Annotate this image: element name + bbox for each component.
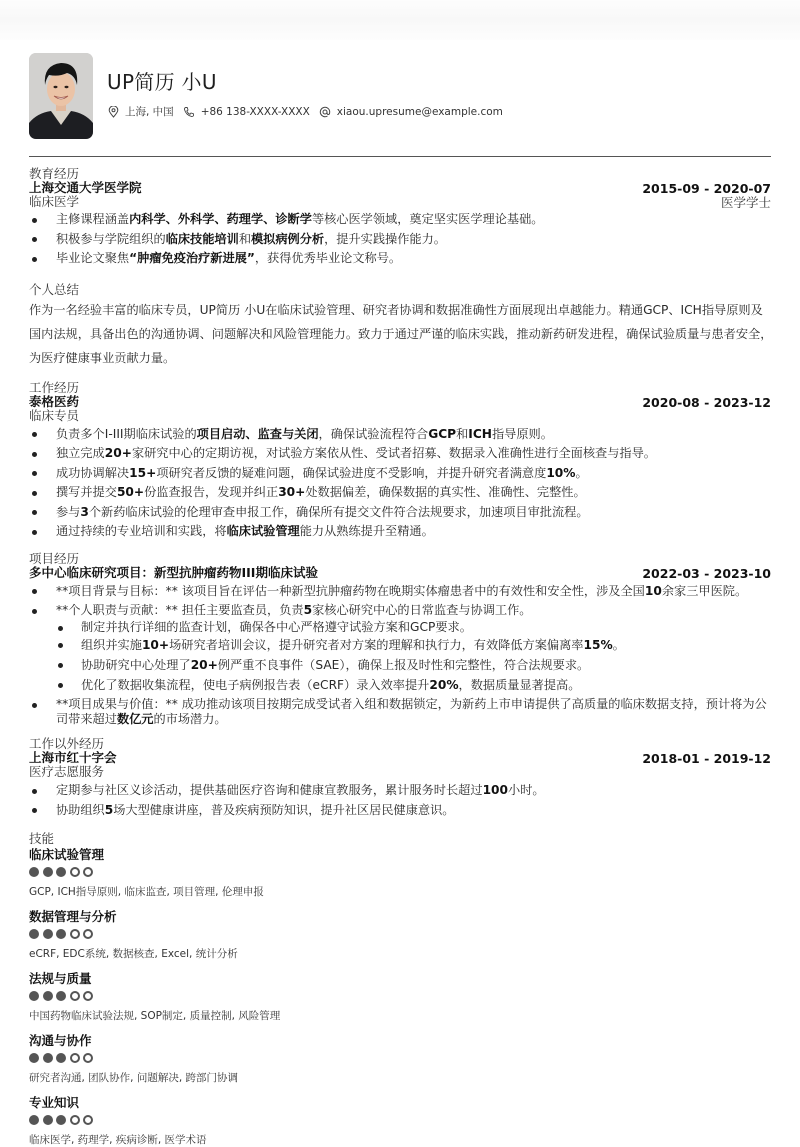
emphasis-text: 15+	[129, 465, 157, 480]
skill-item	[29, 846, 771, 899]
empty-dot-icon	[70, 1053, 80, 1063]
empty-dot-icon	[70, 991, 80, 1001]
skill-item	[29, 1032, 771, 1085]
filled-dot-icon	[56, 929, 66, 939]
skill-keywords: eCRF, EDC系统, 数据核查, Excel, 统计分析	[29, 948, 238, 960]
organization-name: 上海市红十字会	[29, 750, 117, 765]
volunteer-entry-head	[29, 751, 771, 779]
skill-level-rating	[29, 1053, 771, 1064]
project-entry-head	[29, 566, 771, 581]
skill-name: 沟通与协作	[29, 1033, 92, 1048]
empty-dot-icon	[83, 991, 93, 1001]
filled-dot-icon	[29, 867, 39, 877]
emphasis-text: 10	[644, 583, 662, 598]
skill-name: 数据管理与分析	[29, 909, 117, 924]
section-summary	[29, 283, 771, 370]
emphasis-text: 20%	[429, 678, 459, 692]
filled-dot-icon	[29, 991, 39, 1001]
skill-level-rating	[29, 1115, 771, 1126]
empty-dot-icon	[70, 1115, 80, 1125]
empty-dot-icon	[83, 929, 93, 939]
skill-name: 法规与质量	[29, 971, 92, 986]
list-item: **项目背景与目标：** 该项目旨在评估一种新型抗肿瘤药物在晚期实体瘤患者中的有效性和安全性，涉及全国10余家三甲医院。	[29, 582, 771, 602]
section-title: 工作经历	[29, 379, 80, 395]
work-date: 2020-08 - 2023-12	[642, 394, 771, 410]
avatar-photo-icon	[29, 53, 93, 139]
emphasis-text: 模拟病例分析	[251, 231, 325, 246]
sub-list-item: 制定并执行详细的监查计划，确保各中心严格遵守试验方案和GCP要求。	[29, 620, 771, 635]
section-title: 个人总结	[29, 281, 80, 297]
school-name: 上海交通大学医学院	[29, 180, 142, 195]
empty-dot-icon	[83, 1053, 93, 1063]
contact-phone[interactable]	[183, 106, 310, 118]
filled-dot-icon	[56, 991, 66, 1001]
contact-row	[107, 104, 512, 119]
list-item: **项目成果与价值：** 成功推动该项目按期完成受试者入组和数据锁定，为新药上市申请提供了高质量的临床数据支持，预计将为公司带来超过数亿元的市场潜力。	[29, 697, 771, 727]
skill-level-rating	[29, 991, 771, 1002]
sub-list-item: 优化了数据收集流程，使电子病例报告表（eCRF）录入效率提升20%，数据质量显著提高。	[29, 675, 771, 695]
filled-dot-icon	[56, 1053, 66, 1063]
emphasis-text: 临床试验管理	[226, 524, 300, 538]
page-top-shadow	[0, 0, 800, 40]
filled-dot-icon	[56, 867, 66, 877]
project-name: 多中心临床研究项目：新型抗肿瘤药物III期临床试验	[29, 564, 318, 580]
filled-dot-icon	[29, 1115, 39, 1125]
emphasis-text: 项目启动、监查与关闭	[196, 426, 319, 441]
section-skills	[29, 832, 771, 1147]
project-bullets	[29, 582, 771, 728]
project-date: 2022-03 - 2023-10	[642, 565, 771, 581]
filled-dot-icon	[43, 929, 53, 939]
list-item: 通过持续的专业培训和实践，将临床试验管理能力从熟练提升至精通。	[29, 522, 771, 542]
avatar	[29, 53, 93, 139]
list-item: 参与3个新药临床试验的伦理审查申报工作，确保所有提交文件符合法规要求，加速项目审批流程。	[29, 503, 771, 523]
candidate-name: UP简历 小U	[107, 70, 217, 94]
skill-level-rating	[29, 867, 771, 878]
contact-email[interactable]	[319, 106, 503, 118]
filled-dot-icon	[43, 1115, 53, 1125]
degree: 医学学士	[720, 195, 771, 210]
filled-dot-icon	[29, 929, 39, 939]
section-title: 教育经历	[29, 166, 80, 181]
list-item: 主修课程涵盖内科学、外科学、药理学、诊断学等核心医学领域，奠定坚实医学理论基础。	[29, 210, 771, 230]
section-title: 工作以外经历	[29, 736, 105, 751]
emphasis-text: 15%	[583, 638, 613, 652]
emphasis-text: ICH	[468, 426, 492, 441]
filled-dot-icon	[56, 1115, 66, 1125]
summary-text: 作为一名经验丰富的临床专员，UP简历 小U在临床试验管理、研究者协调和数据准确性方面展现出卓越能力。精通GCP、ICH指导原则及国内法规，具备出色的沟通协调、问题解决和风险管理能力。致力于通过严谨的临床实践，推动新药研发进程，确保试验质量与患者安全，为医疗健康事业贡献力量。	[29, 302, 773, 365]
list-item: 成功协调解决15+项研究者反馈的疑难问题，确保试验进度不受影响，并提升研究者满意度10%。	[29, 464, 771, 484]
major: 临床医学	[29, 194, 80, 209]
emphasis-text: 5	[104, 802, 114, 817]
phone-icon	[183, 106, 195, 118]
company-name: 泰格医药	[29, 393, 80, 409]
emphasis-text: 10+	[141, 638, 170, 652]
email-text: xiaou.upresume@example.com	[336, 105, 503, 118]
list-item: 撰写并提交50+份监查报告，发现并纠正30+处数据偏差，确保数据的真实性、准确性、完整性。	[29, 483, 771, 503]
at-sign-icon	[319, 106, 331, 118]
phone-text: +86 138-XXXX-XXXX	[200, 105, 310, 118]
education-entry-head	[29, 181, 771, 209]
list-item: 积极参与学院组织的临床技能培训和模拟病例分析，提升实践操作能力。	[29, 230, 771, 250]
section-volunteer	[29, 737, 771, 820]
contact-location	[107, 104, 174, 119]
filled-dot-icon	[43, 991, 53, 1001]
list-item: 定期参与社区义诊活动，提供基础医疗咨询和健康宣教服务，累计服务时长超过100小时。	[29, 781, 771, 801]
skill-keywords: 中国药物临床试验法规, SOP制定, 质量控制, 风险管理	[29, 1010, 281, 1022]
emphasis-text: 20+	[190, 658, 218, 672]
header-divider	[29, 156, 771, 157]
empty-dot-icon	[83, 1115, 93, 1125]
list-item: 协助组织5场大型健康讲座，普及疾病预防知识，提升社区居民健康意识。	[29, 801, 771, 821]
work-entry-head	[29, 395, 771, 423]
empty-dot-icon	[70, 929, 80, 939]
skill-name: 专业知识	[29, 1095, 80, 1110]
filled-dot-icon	[29, 1053, 39, 1063]
sub-list-item: 协助研究中心处理了20+例严重不良事件（SAE），确保上报及时性和完整性，符合法规要求。	[29, 655, 771, 675]
education-bullets	[29, 210, 771, 269]
volunteer-date: 2018-01 - 2019-12	[642, 751, 771, 766]
skill-name: 临床试验管理	[29, 847, 105, 862]
empty-dot-icon	[70, 867, 80, 877]
section-title: 技能	[29, 831, 55, 846]
list-item: 毕业论文聚焦“肿瘤免疫治疗新进展”，获得优秀毕业论文称号。	[29, 249, 771, 269]
emphasis-text: 5	[303, 603, 313, 617]
resume-header	[29, 52, 771, 139]
volunteer-role: 医疗志愿服务	[29, 764, 105, 779]
list-item: **个人职责与贡献：** 担任主要监查员，负责5家核心研究中心的日常监查与协调工作。	[29, 603, 771, 618]
job-title: 临床专员	[29, 407, 80, 423]
emphasis-text: 10%	[546, 465, 576, 480]
location-text: 上海, 中国	[125, 106, 174, 118]
emphasis-text: 临床技能培训	[165, 231, 239, 246]
list-item: 负责多个I-III期临床试验的项目启动、监查与关闭，确保试验流程符合GCP和ICH指导原则。	[29, 425, 771, 445]
emphasis-text: 内科学、外科学、药理学、诊断学	[129, 212, 312, 226]
section-work	[29, 381, 771, 542]
skill-item	[29, 1094, 771, 1147]
education-date: 2015-09 - 2020-07	[642, 181, 771, 196]
list-item: 独立完成20+家研究中心的定期访视，对试验方案依从性、受试者招募、数据录入准确性进行全面核查与指导。	[29, 444, 771, 464]
emphasis-text: 20+	[104, 446, 132, 460]
emphasis-text: GCP	[428, 426, 457, 441]
section-project	[29, 552, 771, 728]
emphasis-text: 100	[482, 783, 509, 797]
skill-keywords: GCP, ICH指导原则, 临床监查, 项目管理, 伦理申报	[29, 886, 264, 898]
skill-level-rating	[29, 929, 771, 940]
filled-dot-icon	[43, 1053, 53, 1063]
empty-dot-icon	[83, 867, 93, 877]
map-pin-icon	[107, 106, 119, 118]
section-education	[29, 167, 771, 269]
emphasis-text: “肿瘤免疫治疗新进展”	[129, 251, 255, 265]
emphasis-text: 50+	[116, 485, 145, 499]
skills-list	[29, 846, 771, 1147]
section-title: 项目经历	[29, 550, 80, 566]
header-info	[107, 66, 512, 119]
skill-keywords: 临床医学, 药理学, 疾病诊断, 医学术语	[29, 1134, 207, 1146]
skill-item	[29, 908, 771, 961]
skill-keywords: 研究者沟通, 团队协作, 问题解决, 跨部门协调	[29, 1072, 239, 1084]
emphasis-text: 3	[80, 504, 89, 519]
volunteer-bullets	[29, 781, 771, 820]
skill-item	[29, 970, 771, 1023]
resume-page	[29, 52, 771, 1147]
emphasis-text: 数亿元	[116, 712, 154, 726]
sub-list-item: 组织并实施10+场研究者培训会议，提升研究者对方案的理解和执行力，有效降低方案偏离率15%。	[29, 635, 771, 655]
filled-dot-icon	[43, 867, 53, 877]
emphasis-text: 30+	[278, 485, 306, 499]
work-bullets	[29, 425, 771, 542]
